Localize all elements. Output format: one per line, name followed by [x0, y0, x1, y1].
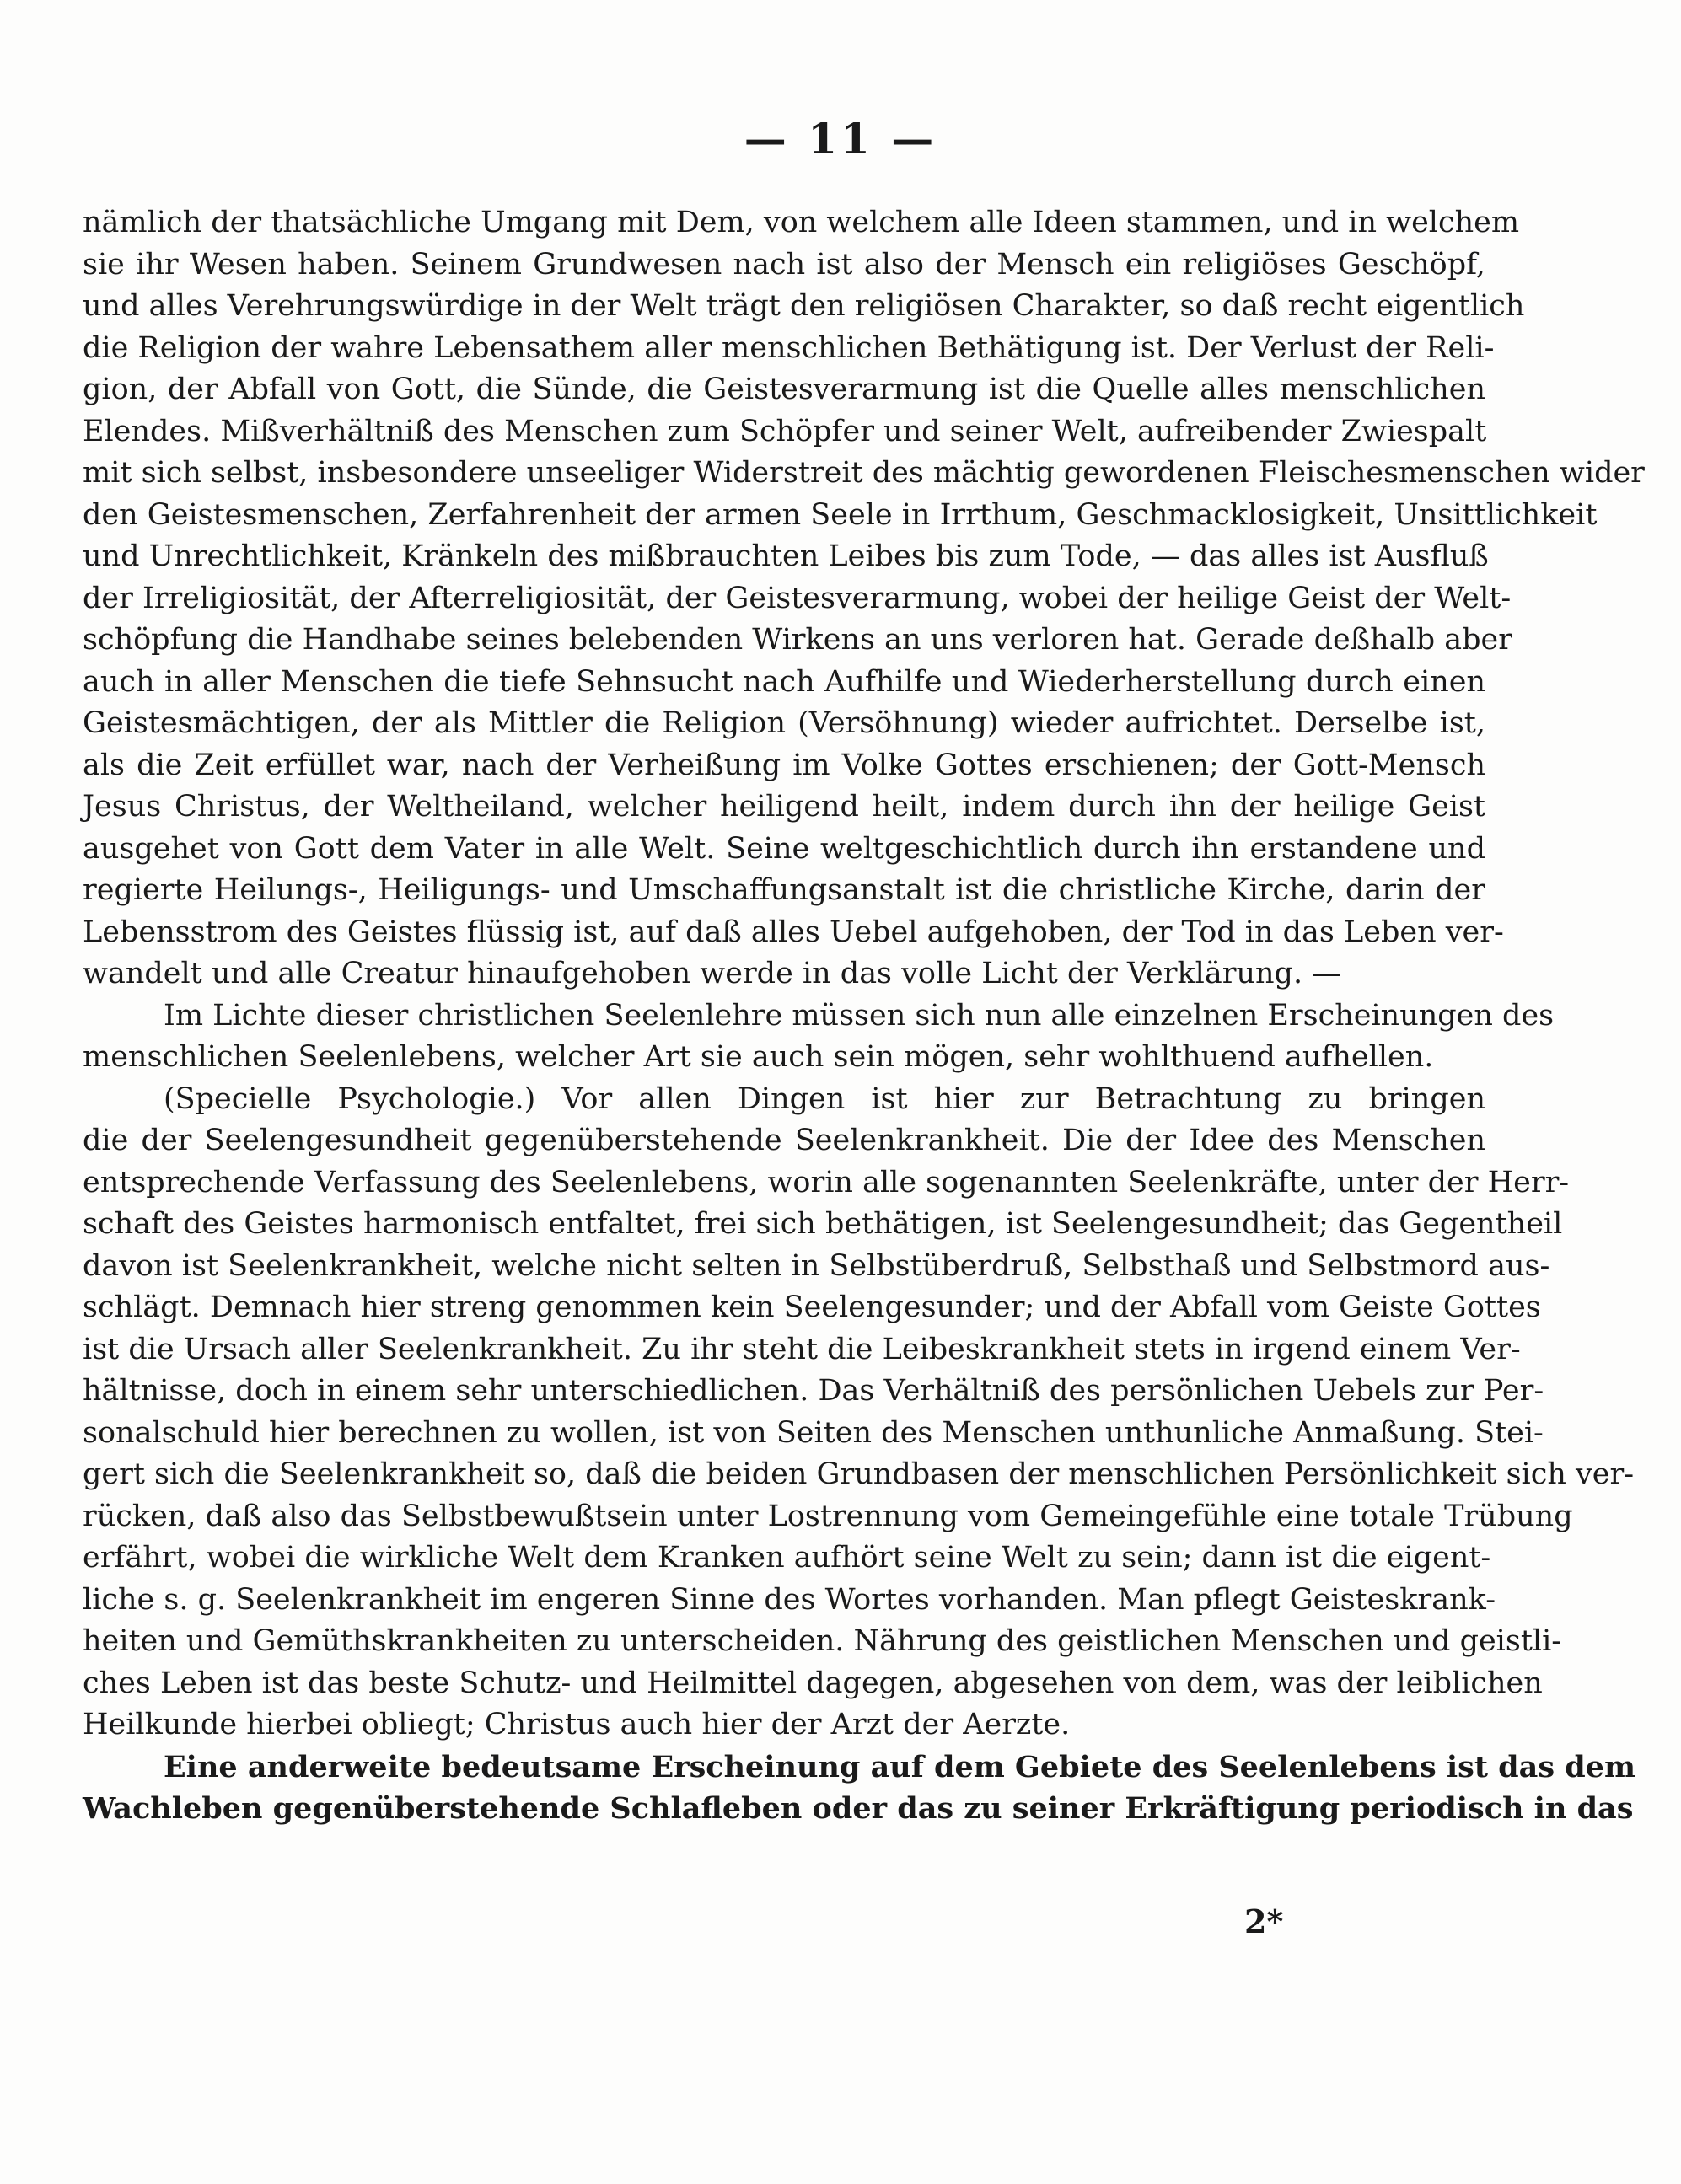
text-line: und Unrechtlichkeit, Kränkeln des mißbrauchten Leibes bis zum Tode, — das alles ist Ausfluß: [83, 539, 1489, 573]
text-line: Eine anderweite bedeutsame Erscheinung auf dem Gebiete des Seelenlebens ist das dem: [164, 1749, 1636, 1784]
page-number-header: — 11 —: [744, 114, 937, 164]
text-line: Heilkunde hierbei obliegt; Christus auch hier der Arzt der Aerzte.: [83, 1708, 1071, 1741]
signature-mark: 2*: [1244, 1902, 1284, 1940]
text-line: ches Leben ist das beste Schutz- und Heilmittel dagegen, abgesehen von dem, was der leiblichen: [83, 1666, 1543, 1700]
text-line: der Irreligiosität, der Afterreligiosität, der Geistesverarmung, wobei der heilige Geist der Welt-: [83, 581, 1512, 615]
text-line: regierte Heilungs-, Heiligungs- und Umschaffungsanstalt ist die christliche Kirche, darin der: [83, 873, 1485, 907]
text-line: Elendes. Mißverhältniß des Menschen zum Schöpfer und seiner Welt, aufreibender Zwiespalt: [83, 414, 1487, 448]
text-line: heiten und Gemüthskrankheiten zu unterscheiden. Nährung des geistlichen Menschen und geistli-: [83, 1624, 1562, 1658]
text-line: schlägt. Demnach hier streng genommen kein Seelengesunder; und der Abfall vom Geiste Gottes: [83, 1291, 1541, 1324]
text-line: Jesus Christus, der Weltheiland, welcher heiligend heilt, indem durch ihn der heilige Geist: [83, 790, 1485, 824]
text-line: als die Zeit erfüllet war, nach der Verheißung im Volke Gottes erschienen; der Gott-Mensch: [83, 748, 1485, 782]
text-line: rücken, daß also das Selbstbewußtsein unter Lostrennung vom Gemeingefühle eine totale Trübung: [83, 1499, 1573, 1533]
text-line: ausgehet von Gott dem Vater in alle Welt. Seine weltgeschichtlich durch ihn erstandene und: [83, 831, 1485, 866]
text-line: die der Seelengesundheit gegenüberstehende Seelenkrankheit. Die der Idee des Menschen: [83, 1124, 1485, 1157]
text-line: Wachleben gegenüberstehende Schlafleben oder das zu seiner Erkräftigung periodisch in das: [83, 1791, 1634, 1826]
text-line: sie ihr Wesen haben. Seinem Grundwesen nach ist also der Mensch ein religiöses Geschöpf,: [83, 247, 1485, 282]
text-line: mit sich selbst, insbesondere unseeliger Widerstreit des mächtig gewordenen Fleischesmenschen wider: [83, 456, 1645, 490]
text-line: gion, der Abfall von Gott, die Sünde, die Geistesverarmung ist die Quelle alles menschlichen: [83, 373, 1485, 406]
text-line: auch in aller Menschen die tiefe Sehnsucht nach Aufhilfe und Wiederherstellung durch einen: [83, 664, 1485, 699]
text-line: und alles Verehrungswürdige in der Welt trägt den religiösen Charakter, so daß recht eigentlich: [83, 289, 1525, 323]
text-line: davon ist Seelenkrankheit, welche nicht selten in Selbstüberdruß, Selbsthaß und Selbstmord aus-: [83, 1248, 1550, 1283]
text-line: ist die Ursach aller Seelenkrankheit. Zu ihr steht die Leibeskrankheit stets in irgend einem Ver-: [83, 1332, 1521, 1366]
text-line: den Geistesmenschen, Zerfahrenheit der armen Seele in Irrthum, Geschmacklosigkeit, Unsittlichkeit: [83, 497, 1598, 532]
text-line: schöpfung die Handhabe seines belebenden Wirkens an uns verloren hat. Gerade deßhalb aber: [83, 623, 1512, 657]
text-line: menschlichen Seelenlebens, welcher Art sie auch sein mögen, sehr wohlthuend aufhellen.: [83, 1040, 1434, 1074]
text-line: Geistesmächtigen, der als Mittler die Religion (Versöhnung) wieder aufrichtet. Derselbe ist,: [83, 706, 1485, 740]
text-line: schaft des Geistes harmonisch entfaltet, frei sich bethätigen, ist Seelengesundheit; das Gegentheil: [83, 1207, 1563, 1241]
text-line: die Religion der wahre Lebensathem aller menschlichen Bethätigung ist. Der Verlust der Reli-: [83, 330, 1495, 365]
text-line: sonalschuld hier berechnen zu wollen, ist von Seiten des Menschen unthunliche Anmaßung. Stei-: [83, 1415, 1544, 1450]
text-line: entsprechende Verfassung des Seelenlebens, worin alle sogenannten Seelenkräfte, unter der Herr-: [83, 1165, 1570, 1199]
text-line: Im Lichte dieser christlichen Seelenlehre müssen sich nun alle einzelnen Erscheinungen des: [164, 998, 1555, 1033]
text-line: nämlich der thatsächliche Umgang mit Dem, von welchem alle Ideen stammen, und in welchem: [83, 206, 1520, 239]
text-line: hältnisse, doch in einem sehr unterschiedlichen. Das Verhältniß des persönlichen Uebels zur Per-: [83, 1374, 1544, 1408]
body-text: [83, 202, 1645, 1830]
text-line: Lebensstrom des Geistes flüssig ist, auf daß alles Uebel aufgehoben, der Tod in das Leben ver-: [83, 915, 1504, 949]
text-line: liche s. g. Seelenkrankheit im engeren Sinne des Wortes vorhanden. Man pflegt Geisteskrank-: [83, 1582, 1496, 1617]
text-line: erfährt, wobei die wirkliche Welt dem Kranken aufhört seine Welt zu sein; dann ist die eigent-: [83, 1541, 1491, 1575]
text-line: (Specielle Psychologie.) Vor allen Dingen ist hier zur Betrachtung zu bringen: [164, 1081, 1485, 1116]
text-line: wandelt und alle Creatur hinaufgehoben werde in das volle Licht der Verklärung. —: [83, 957, 1342, 990]
text-line: gert sich die Seelenkrankheit so, daß die beiden Grundbasen der menschlichen Persönlichkeit sich ver-: [83, 1457, 1635, 1491]
